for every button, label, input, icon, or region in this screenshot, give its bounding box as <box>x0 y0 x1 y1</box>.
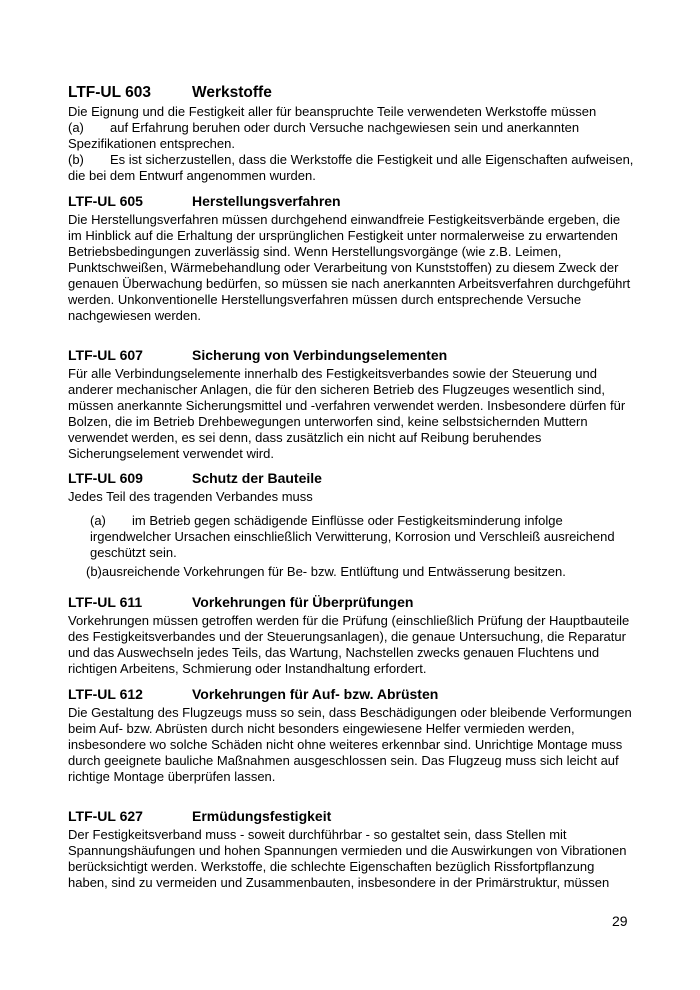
section-title: Sicherung von Verbindungselementen <box>192 347 448 363</box>
section-code: LTF-UL 603 <box>68 84 151 101</box>
list-text: ausreichende Vorkehrungen für Be- bzw. Entlüftung und Entwässerung besitzen. <box>101 564 566 579</box>
section-heading <box>68 594 634 611</box>
body-line: nachgewiesen werden. <box>68 308 201 323</box>
section-code: LTF-UL 627 <box>68 808 143 824</box>
body-line: im Hinblick auf die Erhaltung der ursprünglichen Festigkeit unter normalerweise zu erwartenden <box>68 228 618 243</box>
body-line: durch geeignete bauliche Maßnahmen ausgeschlossen sein. Das Flugzeug muss sich leicht auf <box>68 753 619 768</box>
body-line: Punktschweißen, Wärmebehandlung oder Verarbeitung von Kunststoffen) zu diesem Zweck der <box>68 260 619 275</box>
section-heading <box>68 347 634 364</box>
list-item-b <box>68 152 634 168</box>
body-line: Die Gestaltung des Flugzeugs muss so sein, dass Beschädigungen oder bleibende Verformungen <box>68 705 632 720</box>
section-body <box>68 104 634 184</box>
body-line: haben, sind zu vermeiden und Zusammenbauten, insbesondere in der Primärstruktur, müssen <box>68 875 610 890</box>
body-line: Die Herstellungsverfahren müssen durchgehend einwandfreie Festigkeitsverbände ergeben, die <box>68 212 621 227</box>
body-line: berücksichtigt werden. Werkstoffe, die schlechte Eigenschaften bezüglich Rissfortpflanzung <box>68 859 595 874</box>
body-line: Sicherungselement verwendet wird. <box>68 446 274 461</box>
section-body <box>68 366 634 462</box>
section-627 <box>68 808 634 891</box>
body-line: Für alle Verbindungselemente innerhalb des Festigkeitsverbandes sowie der Steuerung und <box>68 366 597 381</box>
list-label: (b) <box>68 152 84 167</box>
body-line: insbesondere wo solche Schäden nicht ohne weiteres erkennbar sind. Unrichtige Montage muss <box>68 737 623 752</box>
body-line: des Festigkeitsverbandes und der Steuerungsanlagen), die genaue Untersuchung, die Reparatur <box>68 629 626 644</box>
body-line: Spezifikationen entsprechen. <box>68 136 235 151</box>
section-609-item-b <box>86 564 634 580</box>
body-line: Vorkehrungen müssen getroffen werden für die Prüfung (einschließlich Prüfung der Hauptbauteile <box>68 613 630 628</box>
section-609-item-a <box>90 513 634 561</box>
section-title: Vorkehrungen für Überprüfungen <box>192 594 414 610</box>
section-612 <box>68 686 634 785</box>
section-code: LTF-UL 612 <box>68 686 143 702</box>
section-heading <box>68 808 634 825</box>
section-605 <box>68 193 634 324</box>
section-code: LTF-UL 605 <box>68 193 143 209</box>
list-item-a <box>90 513 634 529</box>
body-line: Betriebsbedingungen zuverlässig sind. Wenn Herstellungsvorgänge (wie z.B. Leimen, <box>68 244 562 259</box>
body-line: richtigen Arbeitens, Schmierung oder Instandhaltung erfordert. <box>68 661 427 676</box>
body-line: Die Eignung und die Festigkeit aller für beanspruchte Teile verwendeten Werkstoffe müssen <box>68 104 597 119</box>
body-line: die bei dem Entwurf angenommen wurden. <box>68 168 316 183</box>
section-title: Werkstoffe <box>192 84 272 101</box>
list-text: Es ist sicherzustellen, dass die Werkstoffe die Festigkeit und alle Eigenschaften aufweisen, <box>110 152 634 167</box>
section-heading <box>68 83 634 102</box>
page-number: 29 <box>612 913 628 929</box>
section-body <box>68 705 634 785</box>
section-body <box>68 827 634 891</box>
section-heading <box>68 193 634 210</box>
section-611 <box>68 594 634 677</box>
section-title: Schutz der Bauteile <box>192 470 322 486</box>
body-line: Der Festigkeitsverband muss - soweit durchführbar - so gestaltet sein, dass Stellen mit <box>68 827 567 842</box>
list-label: (a) <box>68 120 84 135</box>
section-603 <box>68 83 634 184</box>
section-heading <box>68 686 634 703</box>
section-intro: Jedes Teil des tragenden Verbandes muss <box>68 489 313 504</box>
body-line: und das Auswechseln jedes Teils, das Wartung, Nachstellen zwecks genauen Fluchtens und <box>68 645 600 660</box>
body-line: anderer mechanischer Anlagen, die für den sicheren Betrieb des Flugzeuges wesentlich sind, <box>68 382 605 397</box>
list-label: (a) <box>90 513 106 528</box>
list-text: auf Erfahrung beruhen oder durch Versuche nachgewiesen sein und anerkannten <box>110 120 580 135</box>
section-title: Herstellungsverfahren <box>192 193 341 209</box>
list-text: im Betrieb gegen schädigende Einflüsse oder Festigkeitsminderung infolge <box>132 513 563 528</box>
body-line: Bolzen, die im Betrieb Drehbewegungen unterworfen sind, keine selbstsichernden Muttern <box>68 414 588 429</box>
body-line: Spannungshäufungen und hohen Spannungen vermieden und die Auswirkungen von Vibrationen <box>68 843 627 858</box>
section-title: Ermüdungsfestigkeit <box>192 808 332 824</box>
body-line: müssen anerkannte Sicherungsmittel und -verfahren verwendet werden. Insbesondere dürfen für <box>68 398 626 413</box>
list-label: (b) <box>86 564 102 579</box>
body-line: genauen Überwachung bedürfen, so müssen sie nach anerkannten Arbeitsverfahren durchgeführt <box>68 276 631 291</box>
body-line: richtige Montage überprüfen lassen. <box>68 769 276 784</box>
section-609 <box>68 470 634 505</box>
section-body <box>68 212 634 324</box>
body-line: werden. Unkonventionelle Herstellungsverfahren müssen durch entsprechende Versuche <box>68 292 582 307</box>
section-title: Vorkehrungen für Auf- bzw. Abrüsten <box>192 686 439 702</box>
section-code: LTF-UL 609 <box>68 470 143 486</box>
section-heading <box>68 470 634 487</box>
body-line: irgendwelcher Ursachen einschließlich Verwitterung, Korrosion und Verschleiß ausreichend <box>90 529 615 544</box>
section-607 <box>68 347 634 462</box>
section-code: LTF-UL 607 <box>68 347 143 363</box>
body-line: beim Auf- bzw. Abrüsten durch nicht besonders eingewiesene Helfer vermieden werden, <box>68 721 575 736</box>
section-body <box>68 613 634 677</box>
section-code: LTF-UL 611 <box>68 594 143 610</box>
list-item-a <box>68 120 634 136</box>
body-line: verwendet werden, es sei denn, dass zusätzlich ein nicht auf Reibung beruhendes <box>68 430 542 445</box>
body-line: geschützt sein. <box>90 545 177 560</box>
